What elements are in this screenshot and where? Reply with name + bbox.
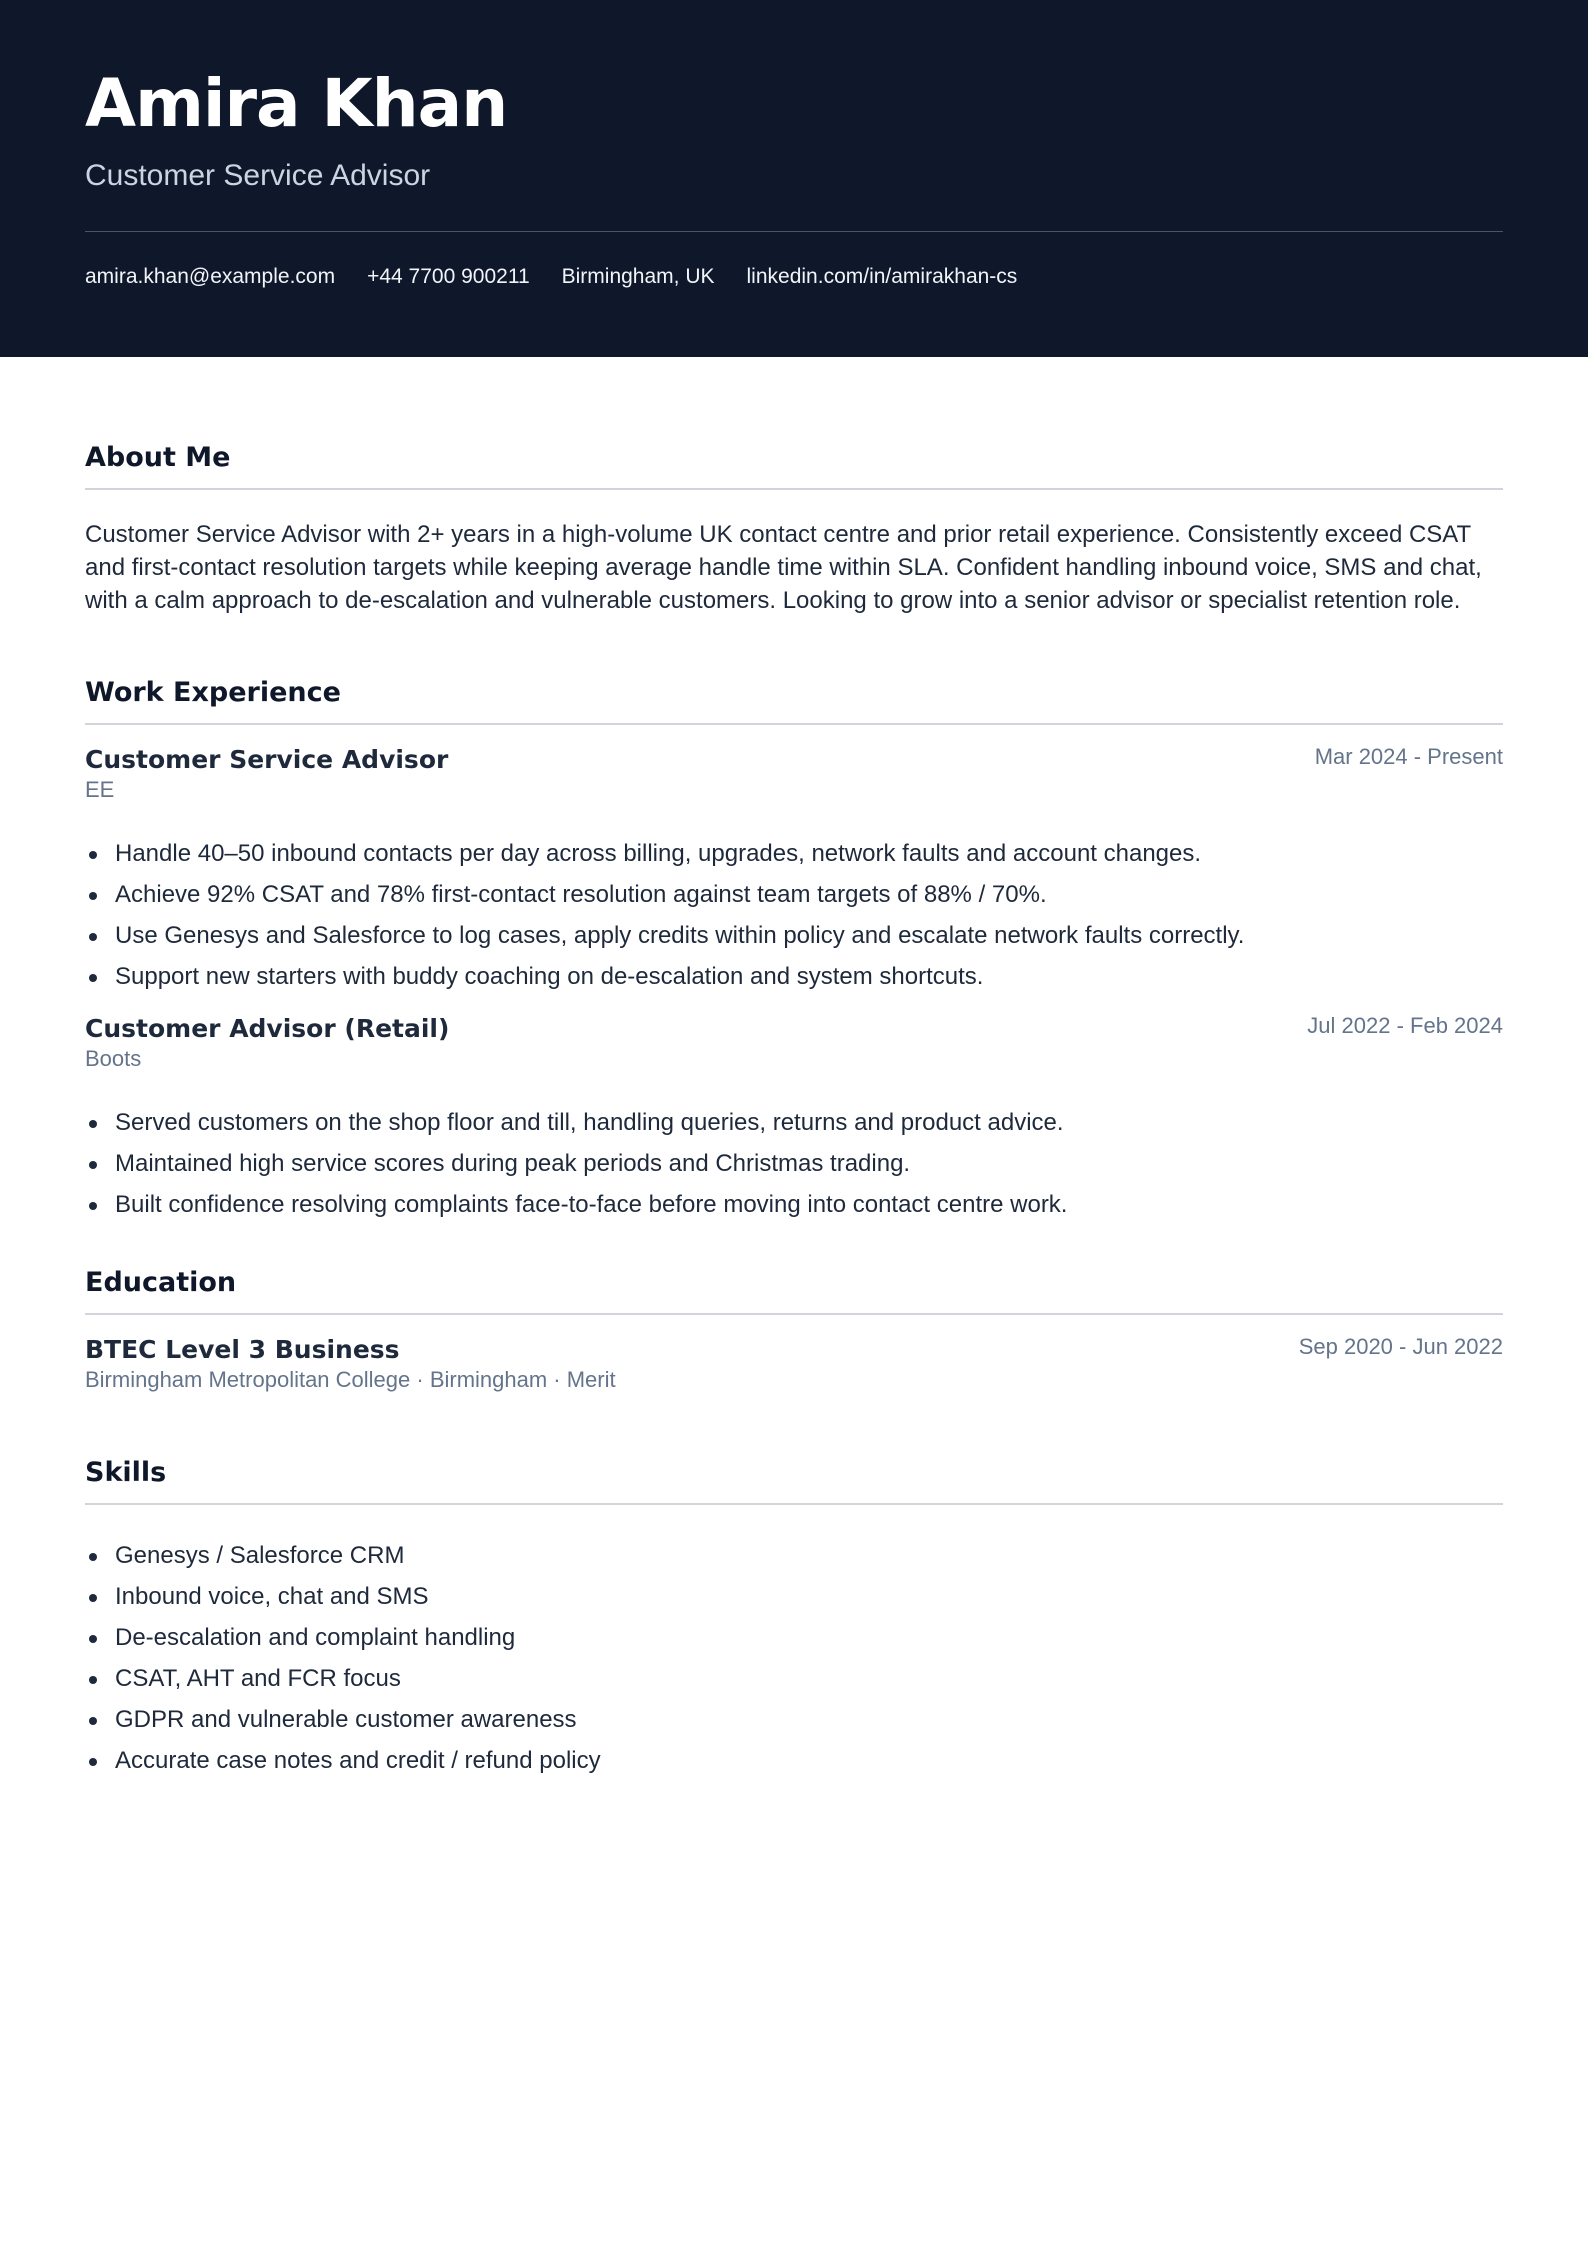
education-dates: Sep 2020 - Jun 2022 bbox=[1298, 1334, 1503, 1359]
list-item: Served customers on the shop floor and till, handling queries, returns and product advice. bbox=[85, 1102, 1505, 1143]
list-item: Inbound voice, chat and SMS bbox=[85, 1576, 1505, 1617]
candidate-name: Amira Khan bbox=[85, 65, 508, 142]
about-heading: About Me bbox=[85, 442, 231, 473]
skills-heading: Skills bbox=[85, 1457, 167, 1488]
candidate-title: Customer Service Advisor bbox=[85, 159, 431, 192]
contact-phone[interactable]: +44 7700 900211 bbox=[367, 265, 530, 288]
list-item: Support new starters with buddy coaching on de-escalation and system shortcuts. bbox=[85, 956, 1505, 997]
contact-bar bbox=[85, 262, 1017, 292]
education-heading: Education bbox=[85, 1267, 237, 1298]
skills-list bbox=[85, 1535, 1505, 1781]
list-item: GDPR and vulnerable customer awareness bbox=[85, 1699, 1505, 1740]
list-item: De-escalation and complaint handling bbox=[85, 1617, 1505, 1658]
list-item: Genesys / Salesforce CRM bbox=[85, 1535, 1505, 1576]
job-bullets bbox=[85, 833, 1505, 997]
contact-email[interactable]: amira.khan@example.com bbox=[85, 265, 336, 288]
experience-divider bbox=[85, 723, 1503, 725]
job-company: EE bbox=[85, 777, 115, 802]
list-item: Built confidence resolving complaints face-to-face before moving into contact centre work. bbox=[85, 1184, 1505, 1225]
job-dates: Mar 2024 - Present bbox=[1314, 744, 1503, 769]
about-text: Customer Service Advisor with 2+ years in a high-volume UK contact centre and prior retail experience. Consistently exceed CSAT and first-contact resolution targets while keeping average handle time within SLA. Confident handling inbound voice, SMS and chat, with a calm approach to de-escalation and vulnerable customers. Looking to grow into a senior advisor or specialist retention role. bbox=[85, 521, 1482, 614]
education-divider bbox=[85, 1313, 1503, 1315]
education-title: BTEC Level 3 Business bbox=[85, 1335, 400, 1364]
job-dates: Jul 2022 - Feb 2024 bbox=[1307, 1013, 1503, 1038]
contact-linkedin[interactable]: linkedin.com/in/amirakhan-cs bbox=[746, 265, 1018, 288]
list-item: Accurate case notes and credit / refund policy bbox=[85, 1740, 1505, 1781]
about-divider bbox=[85, 488, 1503, 490]
list-item: Achieve 92% CSAT and 78% first-contact resolution against team targets of 88% / 70%. bbox=[85, 874, 1505, 915]
list-item: CSAT, AHT and FCR focus bbox=[85, 1658, 1505, 1699]
list-item: Use Genesys and Salesforce to log cases, apply credits within policy and escalate network faults correctly. bbox=[85, 915, 1505, 956]
job-company: Boots bbox=[85, 1046, 142, 1071]
header-divider bbox=[85, 231, 1503, 232]
list-item: Handle 40–50 inbound contacts per day across billing, upgrades, network faults and account changes. bbox=[85, 833, 1505, 874]
job-bullets bbox=[85, 1102, 1505, 1225]
experience-heading: Work Experience bbox=[85, 677, 341, 708]
resume-header bbox=[0, 0, 1588, 357]
skills-divider bbox=[85, 1503, 1503, 1505]
job-title: Customer Service Advisor bbox=[85, 745, 449, 774]
contact-location: Birmingham, UK bbox=[561, 265, 715, 288]
education-details: Birmingham Metropolitan College · Birmingham · Merit bbox=[85, 1367, 616, 1392]
list-item: Maintained high service scores during peak periods and Christmas trading. bbox=[85, 1143, 1505, 1184]
job-title: Customer Advisor (Retail) bbox=[85, 1014, 450, 1043]
